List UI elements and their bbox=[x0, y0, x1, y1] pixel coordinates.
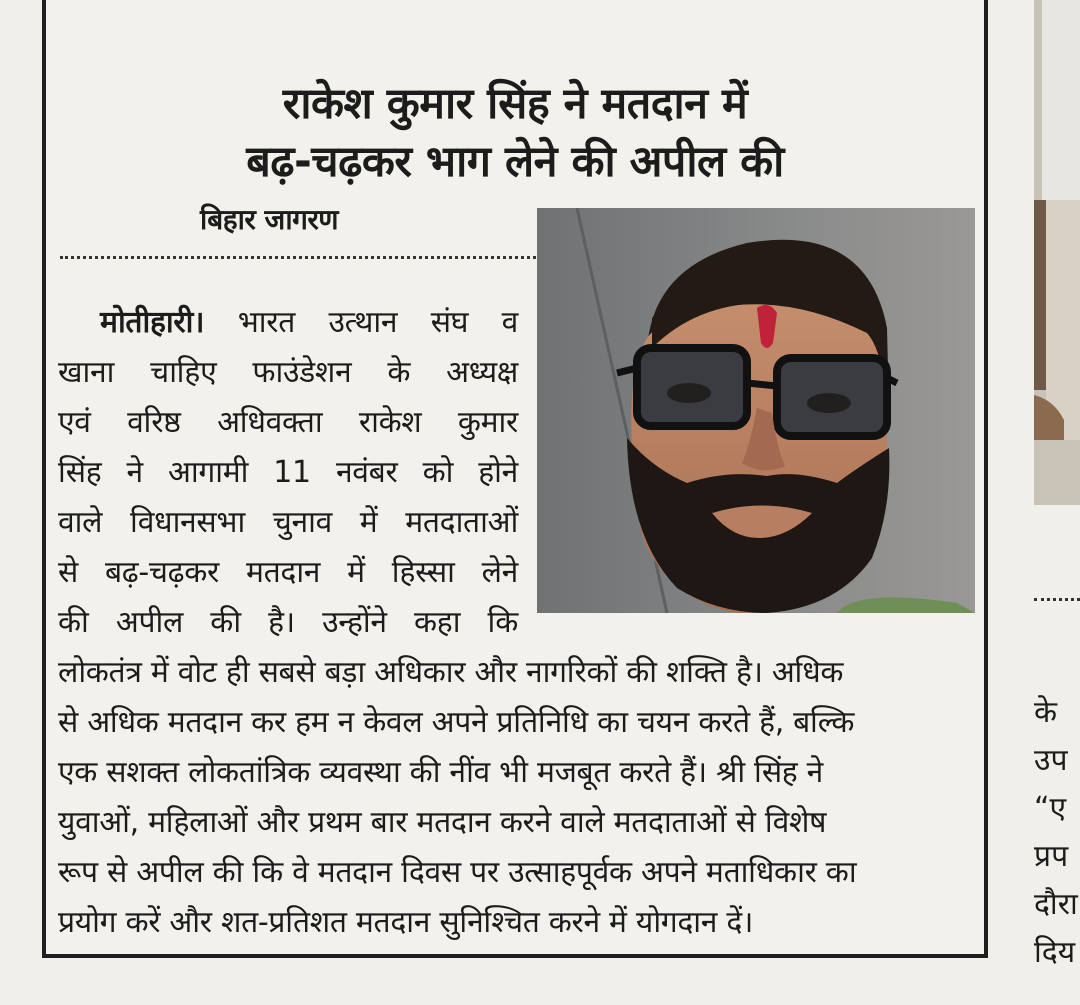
byline-divider bbox=[60, 256, 536, 259]
body-text: भारत उत्थान संघ व bbox=[237, 305, 518, 340]
adjacent-text-4: प्रप bbox=[1034, 839, 1069, 874]
body-line-1 bbox=[100, 300, 518, 341]
byline: बिहार जागरण bbox=[200, 203, 339, 236]
portrait-illustration bbox=[537, 208, 975, 613]
adjacent-divider bbox=[1034, 598, 1080, 601]
body-line-13: प्रयोग करें और शत-प्रतिशत मतदान सुनिश्चित करने में योगदान दें। bbox=[58, 905, 754, 940]
adjacent-article-photo bbox=[1034, 0, 1080, 505]
adjacent-text-3: “ए bbox=[1034, 791, 1067, 826]
body-line-9: से अधिक मतदान कर हम न केवल अपने प्रतिनिधि का चयन करते हैं, बल्कि bbox=[58, 705, 855, 740]
portrait-photo bbox=[537, 208, 975, 613]
dateline: मोतीहारी। bbox=[100, 305, 205, 340]
body-line-4: सिंह ने आगामी 11 नवंबर को होने bbox=[58, 455, 518, 490]
adjacent-text-6: दिय bbox=[1034, 935, 1076, 970]
body-line-12: रूप से अपील की कि वे मतदान दिवस पर उत्साहपूर्वक अपने मताधिकार का bbox=[58, 855, 857, 890]
headline-line-1: राकेश कुमार सिंह ने मतदान में bbox=[282, 79, 748, 129]
body-line-6: से बढ़-चढ़कर मतदान में हिस्सा लेने bbox=[58, 555, 518, 590]
headline-line-2: बढ़-चढ़कर भाग लेने की अपील की bbox=[246, 137, 784, 187]
body-line-8: लोकतंत्र में वोट ही सबसे बड़ा अधिकार और नागरिकों की शक्ति है। अधिक bbox=[58, 655, 844, 690]
body-line-10: एक सशक्त लोकतांत्रिक व्यवस्था की नींव भी मजबूत करते हैं। श्री सिंह ने bbox=[58, 755, 824, 790]
body-line-7: की अपील की है। उन्होंने कहा कि bbox=[58, 605, 518, 640]
body-line-5: वाले विधानसभा चुनाव में मतदाताओं bbox=[58, 505, 518, 540]
adjacent-text-1: के bbox=[1034, 695, 1058, 730]
adjacent-text-5: दौरा bbox=[1034, 887, 1078, 922]
adjacent-photo-illustration bbox=[1034, 0, 1080, 505]
body-line-11: युवाओं, महिलाओं और प्रथम बार मतदान करने वाले मतदाताओं से विशेष bbox=[58, 805, 827, 840]
adjacent-text-2: उप bbox=[1034, 743, 1068, 778]
body-line-2: खाना चाहिए फाउंडेशन के अध्यक्ष bbox=[58, 355, 518, 390]
body-line-3: एवं वरिष्ठ अधिवक्ता राकेश कुमार bbox=[58, 405, 518, 440]
